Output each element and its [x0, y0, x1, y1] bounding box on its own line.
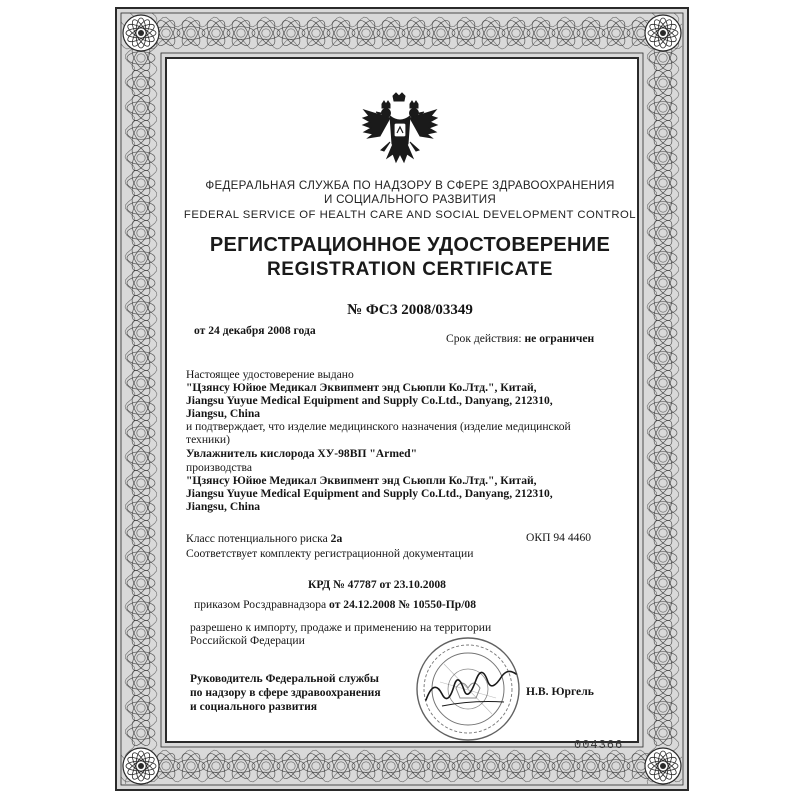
issued-to-label: Настоящее удостоверение выдано: [186, 368, 354, 381]
double-headed-eagle-icon: [360, 92, 440, 168]
validity-value: не ограничен: [524, 332, 595, 345]
agency-name-ru: [150, 179, 670, 207]
krd-reference: КРД № 47787 от 23.10.2008: [308, 578, 446, 591]
confirms-line-2: техники): [186, 433, 230, 446]
risk-class-value: 2а: [330, 532, 343, 545]
certificate-number: № ФСЗ 2008/03349: [347, 302, 473, 318]
permission-line-2: Российской Федерации: [190, 634, 305, 647]
order-reference: [194, 598, 476, 611]
issued-to-line-1: "Цзянсу Юйюе Медикал Эквипмент энд Сьюпли Ко.Лтд.", Китай,: [186, 381, 537, 394]
confirms-line-1: и подтверждает, что изделие медицинского назначения (изделие медицинской: [186, 420, 571, 433]
title-ru: РЕГИСТРАЦИОННОЕ УДОСТОВЕРЕНИЕ: [209, 234, 611, 256]
signatory-line-1: Руководитель Федеральной службы: [190, 672, 379, 685]
manufacturer-label: производства: [186, 461, 253, 474]
signatory-line-3: и социального развития: [190, 700, 318, 713]
manufacturer-line-1: "Цзянсу Юйюе Медикал Эквипмент энд Сьюпли Ко.Лтд.", Китай,: [186, 474, 537, 487]
title-en: REGISTRATION CERTIFICATE: [266, 259, 554, 280]
signatory-line-2: по надзору в сфере здравоохранения: [190, 686, 381, 699]
issued-to-line-3: Jiangsu, China: [186, 407, 261, 420]
manufacturer-line-2: Jiangsu Yuyue Medical Equipment and Supply Co.Ltd., Danyang, 212310,: [186, 487, 553, 500]
agency-line-ru-1: ФЕДЕРАЛЬНАЯ СЛУЖБА ПО НАДЗОРУ В СФЕРЕ ЗДРАВООХРАНЕНИЯ: [205, 179, 615, 192]
manufacturer-line-3: Jiangsu, China: [186, 500, 261, 513]
order-label: приказом Росздравнадзора: [194, 598, 327, 611]
risk-class-label: Класс потенциального риска: [186, 532, 328, 545]
permission-line-1: разрешено к импорту, продаже и применению на территории: [190, 621, 492, 634]
serial-number: 004366: [574, 738, 624, 752]
okp-code: ОКП 94 4460: [526, 531, 592, 544]
risk-class: [186, 532, 342, 545]
certificate-date: от 24 декабря 2008 года: [194, 324, 316, 337]
product-name: Увлажнитель кислорода ХУ-98ВП "Armed": [186, 447, 418, 460]
issued-to-line-2: Jiangsu Yuyue Medical Equipment and Supply Co.Ltd., Danyang, 212310,: [186, 394, 553, 407]
agency-line-ru-2: И СОЦИАЛЬНОГО РАЗВИТИЯ: [323, 193, 497, 206]
signature-icon: [422, 670, 522, 716]
validity-label: Срок действия:: [446, 332, 522, 345]
validity: [446, 332, 594, 345]
agency-name-en: FEDERAL SERVICE OF HEALTH CARE AND SOCIAL DEVELOPMENT CONTROL: [183, 209, 637, 221]
signatory-name: Н.В. Юргель: [526, 685, 594, 698]
compliance-text: Соответствует комплекту регистрационной документации: [186, 547, 474, 560]
order-value: от 24.12.2008 № 10550-Пр/08: [329, 598, 477, 611]
